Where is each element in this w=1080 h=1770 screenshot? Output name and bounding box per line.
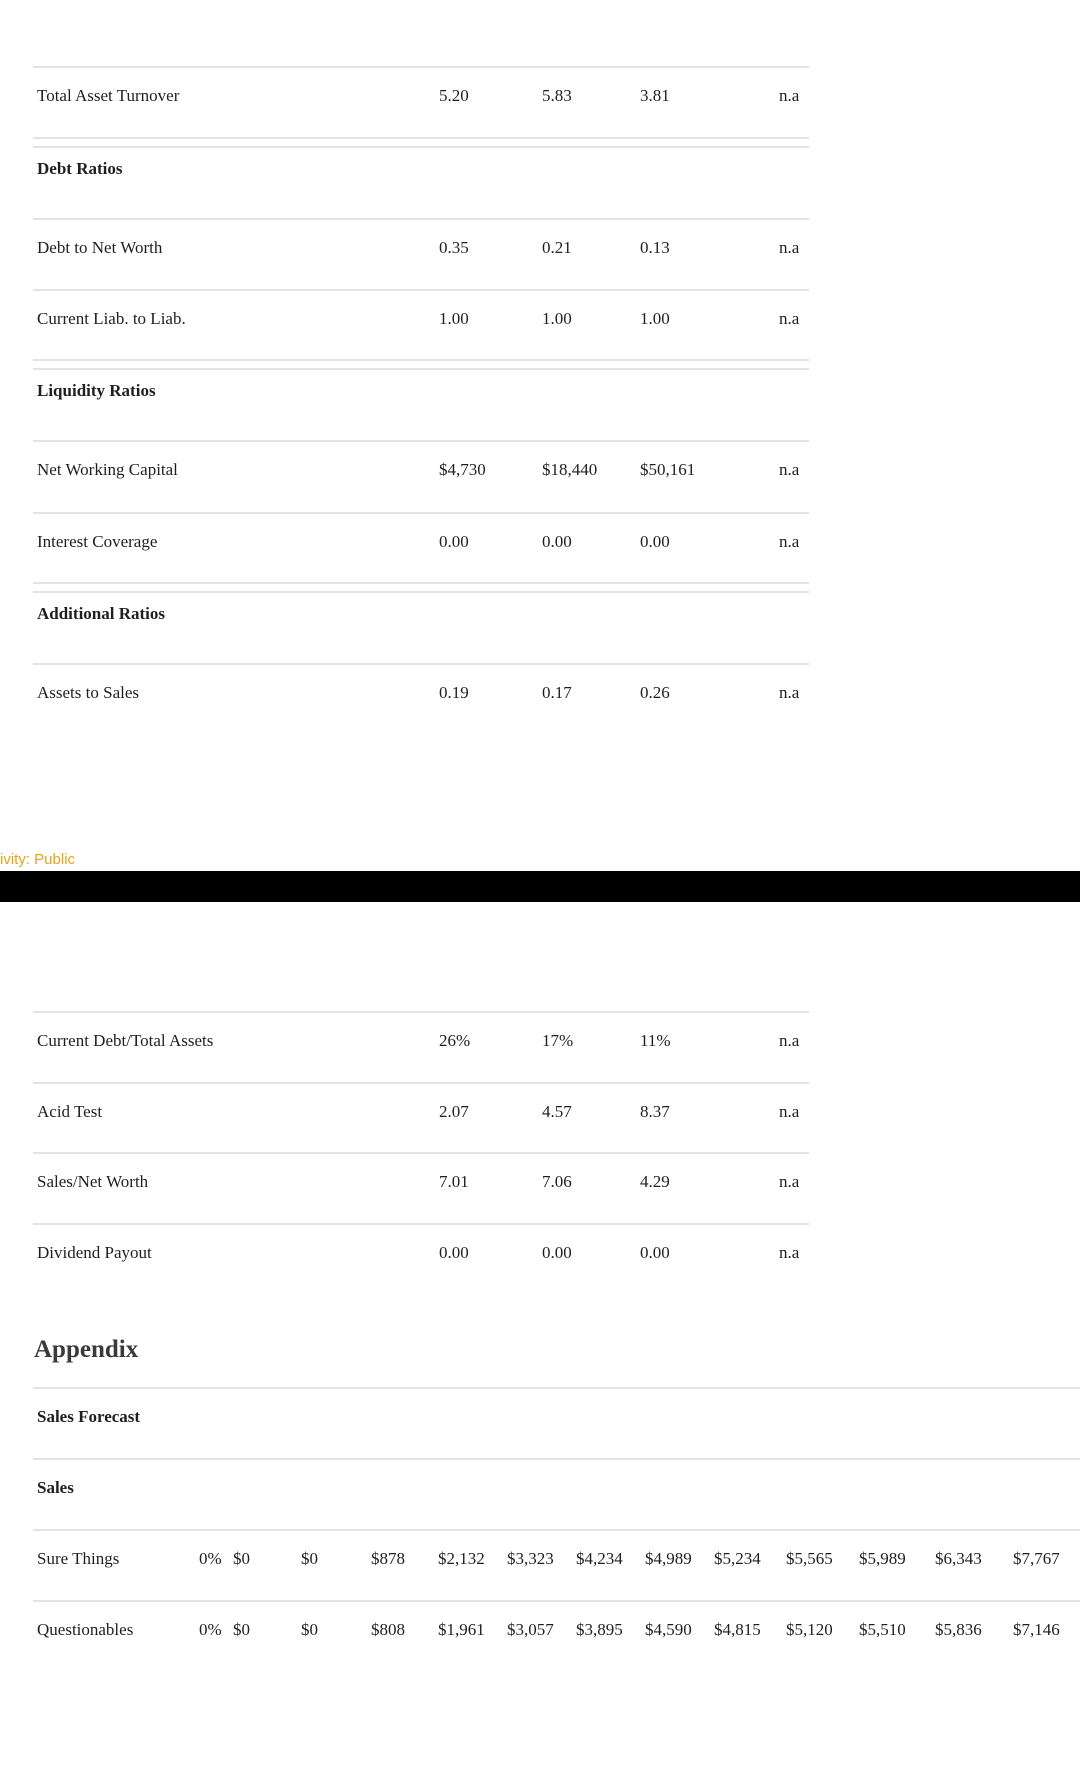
forecast-cell: 0% [199,1549,222,1568]
forecast-cell: $5,510 [859,1620,906,1639]
value-year3: 0.26 [640,683,670,702]
forecast-cell: $5,565 [786,1549,833,1568]
divider [33,146,809,148]
value-year1: 5.20 [439,86,469,105]
forecast-cell: $0 [301,1620,318,1639]
value-year3: 0.00 [640,532,670,551]
value-year1: 26% [439,1031,471,1050]
value-industry: n.a [779,1031,800,1050]
table-row [33,663,809,735]
value-year1: 0.19 [439,683,469,702]
forecast-cell: $5,989 [859,1549,906,1568]
value-year3: 0.00 [640,1243,670,1262]
value-year1: 7.01 [439,1172,469,1191]
forecast-cell: $2,132 [438,1549,485,1568]
forecast-cell: 0% [199,1620,222,1639]
forecast-cell: $1,961 [438,1620,485,1639]
row-label: Sales/Net Worth [37,1172,149,1191]
section-heading: Debt Ratios [37,159,123,178]
value-industry: n.a [779,683,800,702]
value-industry: n.a [779,460,800,479]
value-year2: 1.00 [542,309,572,328]
section-heading: Liquidity Ratios [37,381,156,400]
value-year2: 5.83 [542,86,572,105]
forecast-cell: $4,989 [645,1549,692,1568]
forecast-cell: $878 [371,1549,405,1568]
section-heading: Sales Forecast [37,1407,141,1426]
section-row [33,139,809,209]
divider [33,591,809,593]
forecast-cell: $5,234 [714,1549,761,1568]
forecast-cell: $3,895 [576,1620,623,1639]
table-row [33,1011,809,1083]
forecast-cell: $0 [301,1549,318,1568]
value-year2: $18,440 [542,460,598,479]
table-row [33,1600,1080,1672]
row-label: Interest Coverage [37,532,158,551]
forecast-cell: $5,836 [935,1620,982,1639]
row-label: Assets to Sales [37,683,139,702]
forecast-cell: $0 [233,1549,250,1568]
row-label: Acid Test [37,1102,103,1121]
value-year1: 0.00 [439,1243,469,1262]
forecast-cell: $6,343 [935,1549,982,1568]
value-industry: n.a [779,532,800,551]
value-year2: 17% [542,1031,574,1050]
value-year1: 0.00 [439,532,469,551]
row-label: Current Debt/Total Assets [37,1031,214,1050]
table-row [33,512,809,584]
value-year3: 3.81 [640,86,670,105]
forecast-cell: $808 [371,1620,405,1639]
page-divider-bar [0,871,1080,902]
value-industry: n.a [779,1172,800,1191]
row-label: Questionables [37,1620,134,1639]
value-year3: 8.37 [640,1102,670,1121]
value-industry: n.a [779,309,800,328]
row-label: Current Liab. to Liab. [37,309,186,328]
value-year3: 11% [640,1031,671,1050]
value-industry: n.a [779,1102,800,1121]
forecast-cell: $7,767 [1013,1549,1060,1568]
value-year2: 0.21 [542,238,572,257]
value-year3: 4.29 [640,1172,670,1191]
value-year1: 2.07 [439,1102,469,1121]
value-year2: 7.06 [542,1172,572,1191]
value-industry: n.a [779,238,800,257]
value-industry: n.a [779,1243,800,1262]
table-row [33,1223,809,1295]
value-year1: 1.00 [439,309,469,328]
divider [33,137,809,139]
value-year3: 1.00 [640,309,670,328]
table-row [33,218,809,290]
value-year3: 0.13 [640,238,670,257]
row-label: Sure Things [37,1549,120,1568]
table-row [33,1082,809,1154]
row-label: Total Asset Turnover [37,86,180,105]
divider [33,368,809,370]
table-row [33,66,809,138]
divider [33,582,809,584]
value-year1: $4,730 [439,460,486,479]
divider [33,359,809,361]
forecast-cell: $5,120 [786,1620,833,1639]
value-year2: 0.00 [542,1243,572,1262]
section-row [33,361,809,431]
row-label: Dividend Payout [37,1243,152,1262]
sales-header-row [33,1458,1080,1530]
forecast-cell: $4,234 [576,1549,623,1568]
table-row [33,289,809,361]
row-label: Debt to Net Worth [37,238,163,257]
appendix-title: Appendix [34,1336,139,1363]
forecast-cell: $7,146 [1013,1620,1060,1639]
forecast-cell: $0 [233,1620,250,1639]
row-label: Net Working Capital [37,460,178,479]
value-year2: 0.00 [542,532,572,551]
table-row [33,440,809,512]
section-heading: Sales [37,1478,74,1497]
forecast-cell: $3,057 [507,1620,554,1639]
table-row [33,1529,1080,1601]
section-row [33,584,809,654]
value-year2: 0.17 [542,683,572,702]
section-heading: Additional Ratios [37,604,165,623]
forecast-cell: $3,323 [507,1549,554,1568]
sales-forecast-header-row [33,1387,1080,1459]
value-year3: $50,161 [640,460,696,479]
value-year2: 4.57 [542,1102,572,1121]
value-year1: 0.35 [439,238,469,257]
table-row [33,1152,809,1224]
forecast-cell: $4,815 [714,1620,761,1639]
forecast-cell: $4,590 [645,1620,692,1639]
classification-label: ivity: Public [0,851,76,868]
value-industry: n.a [779,86,800,105]
